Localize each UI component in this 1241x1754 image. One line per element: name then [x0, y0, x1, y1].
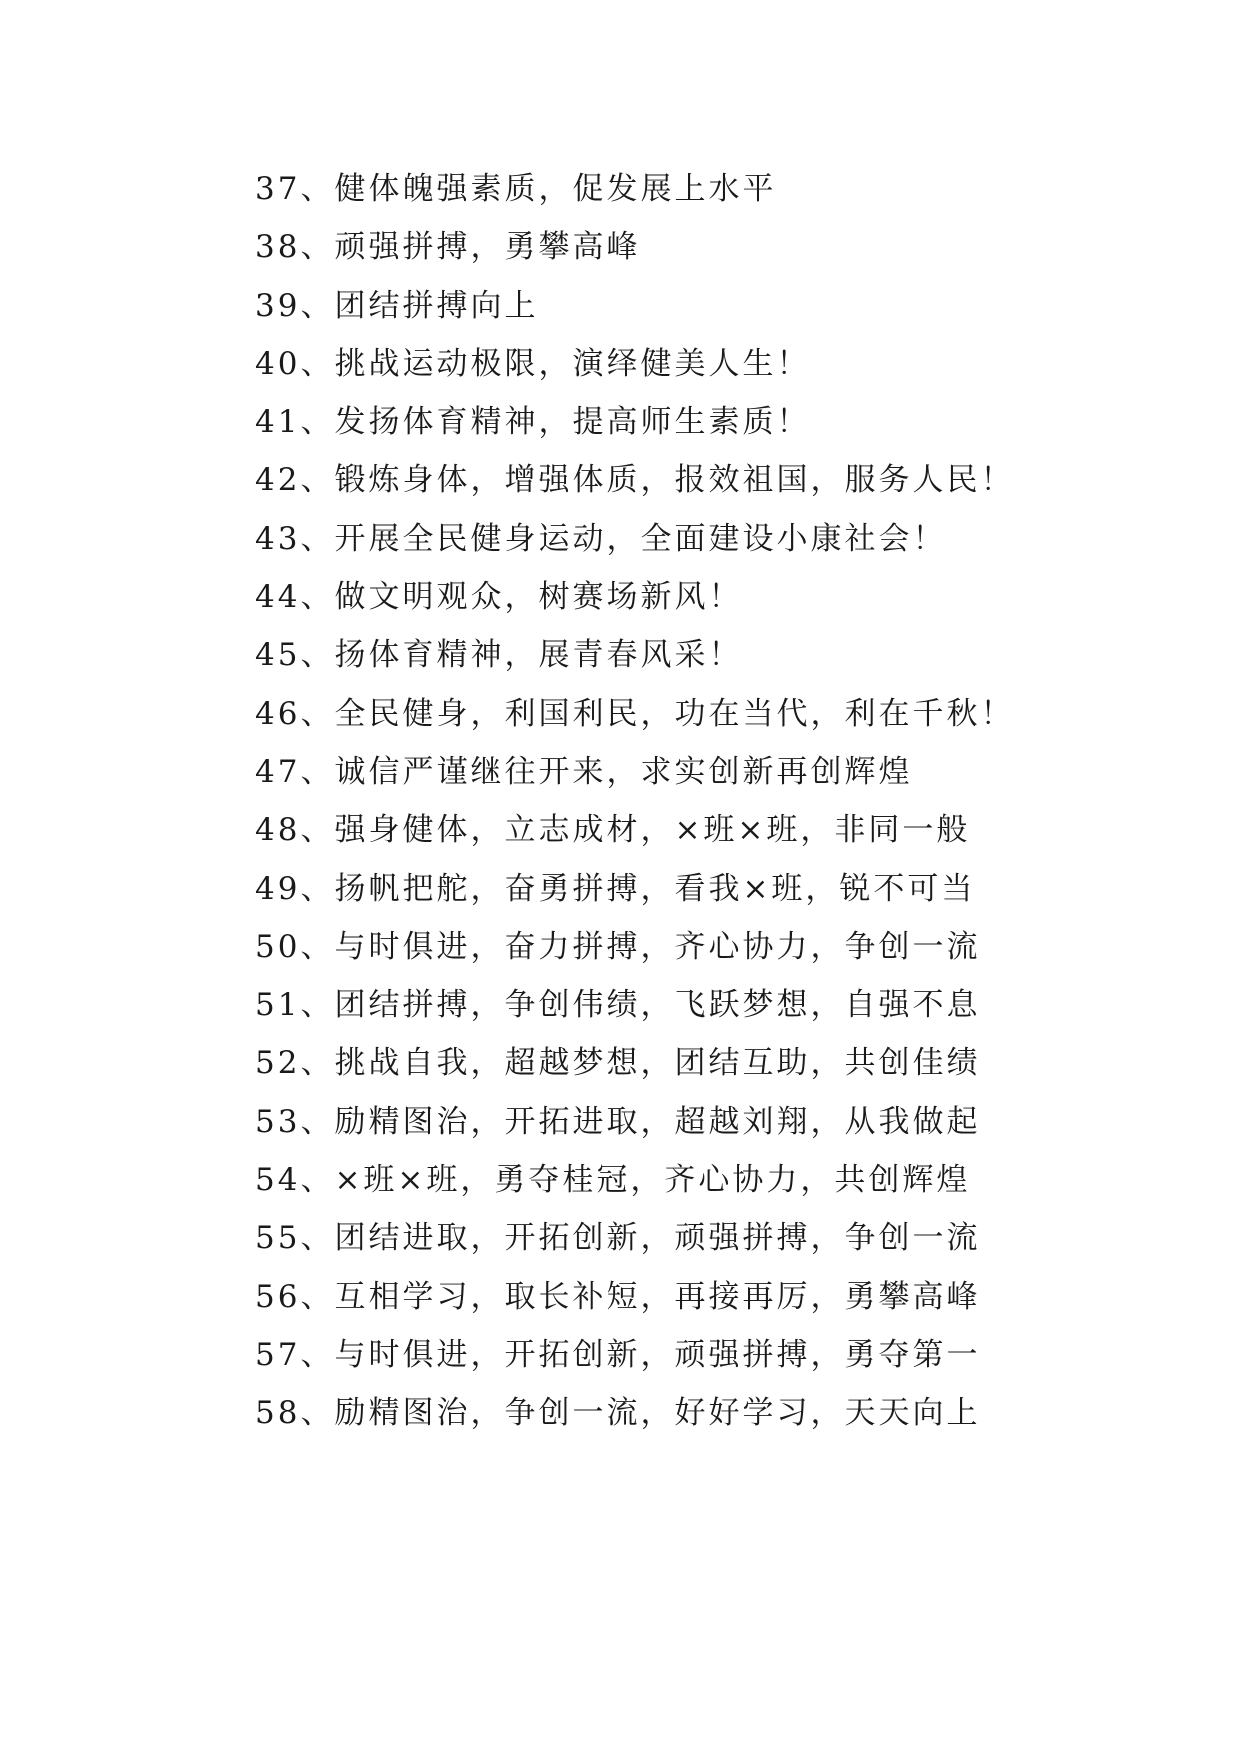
slogan-item: 39、团结拼搏向上: [255, 287, 539, 324]
slogan-item: 55、团结进取，开拓创新，顽强拼搏，争创一流: [255, 1220, 981, 1257]
slogan-item: 40、挑战运动极限，演绎健美人生！: [255, 345, 811, 382]
slogan-item: 41、发扬体育精神，提高师生素质！: [255, 404, 811, 441]
slogan-item: 53、励精图治，开拓进取，超越刘翔，从我做起: [255, 1103, 981, 1140]
slogan-item: 58、励精图治，争创一流，好好学习，天天向上: [255, 1395, 981, 1432]
slogan-item: 50、与时俱进，奋力拼搏，齐心协力，争创一流: [255, 928, 981, 965]
slogan-item: 49、扬帆把舵，奋勇拼搏，看我×班，锐不可当: [255, 870, 976, 907]
slogan-item: 38、顽强拼搏，勇攀高峰: [255, 229, 641, 266]
slogan-list: [255, 160, 1014, 1443]
slogan-item: 44、做文明观众，树赛场新风！: [255, 579, 743, 616]
slogan-item: 46、全民健身，利国利民，功在当代，利在千秋！: [255, 695, 1015, 732]
slogan-item: 37、健体魄强素质，促发展上水平: [255, 171, 777, 207]
slogan-item: 45、扬体育精神，展青春风采！: [255, 637, 743, 674]
slogan-item: 51、团结拼搏，争创伟绩，飞跃梦想，自强不息: [255, 987, 981, 1024]
slogan-item: 47、诚信严谨继往开来，求实创新再创辉煌: [255, 753, 913, 790]
slogan-item: 43、开展全民健身运动，全面建设小康社会！: [255, 520, 947, 557]
slogan-item: 52、挑战自我，超越梦想，团结互助，共创佳绩: [255, 1045, 981, 1082]
slogan-item: 56、互相学习，取长补短，再接再厉，勇攀高峰: [255, 1278, 981, 1315]
slogan-item: 48、强身健体，立志成材，×班×班，非同一般: [255, 812, 971, 849]
slogan-item: 42、锻炼身体，增强体质，报效祖国，服务人民！: [255, 462, 1015, 499]
slogan-item: 57、与时俱进，开拓创新，顽强拼搏，勇夺第一: [255, 1336, 981, 1373]
slogan-item: 54、×班×班，勇夺桂冠，齐心协力，共创辉煌: [255, 1162, 971, 1199]
